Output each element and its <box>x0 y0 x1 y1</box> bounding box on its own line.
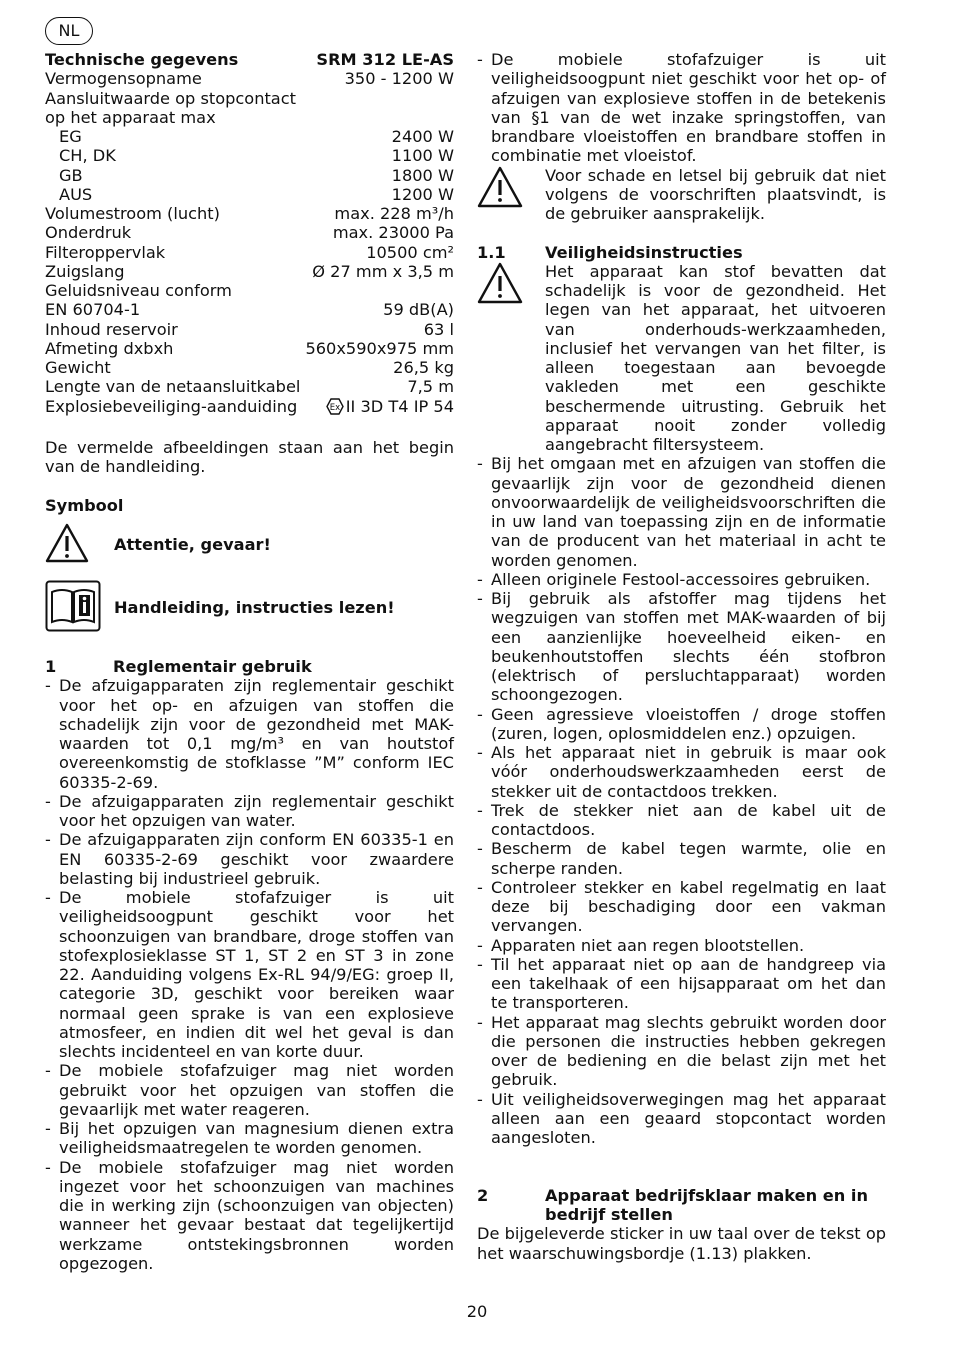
warning-triangle-icon <box>477 166 545 224</box>
list-item: - Als het apparaat niet in gebruik is maar ook vóór onderhoudswerkzaamheden eerst de stekker uit de contactdoos trekken. <box>477 743 886 801</box>
list-item-text: De afzuigapparaten zijn reglementair geschikt voor het opzuigen van water. <box>59 791 454 830</box>
spec-row <box>45 166 454 185</box>
symbol-warning-row <box>45 523 454 567</box>
list-item: - De mobiele stofafzuiger mag niet worden ingezet voor het schoonzuigen van machines die in werking zijn (schoonzuigen van objecten) wanneer het gevaar bestaat dat tegelijkertijd werkzame ontstekingsbronnen worden opgezogen. <box>45 1157 454 1273</box>
section-1-number: 1 <box>45 657 57 676</box>
list-item: - Bij gebruik als afstoffer mag tijdens het wegzuigen van stoffen met MAK-waarden of bij een aanzienlijke hoeveelheid eiken- en beukenhoutstoffen slechts één stofbron (elektrisch of persluchtapparaat) worden schoongezogen. <box>477 589 886 705</box>
spec-label: Geluidsniveau conform <box>45 281 232 300</box>
symbol-manual-row <box>45 581 454 635</box>
list-item: - De mobiele stofafzuiger is uit veiligheidsoogpunt niet geschikt voor het op- of afzuigen van explosieve stoffen in de betekenis van §1 van de wet inzake springstoffen, van brandbare vloeistoffen en brandbare stoffen in combinatie met vloeistof. <box>477 50 886 166</box>
list-item-text: Controleer stekker en kabel regelmatig en laat deze bij beschadiging door een vakman vervangen. <box>491 877 886 936</box>
list-item-text: Geen agressieve vloeistoffen / droge stoffen (zuren, logen, oplosmiddelen enz.) opzuigen. <box>491 704 886 743</box>
spec-value: 350 - 1200 W <box>344 69 454 89</box>
spec-value: 59 dB(A) <box>383 300 454 320</box>
spec-row <box>45 339 454 358</box>
list-item: - Controleer stekker en kabel regelmatig en laat deze bij beschadiging door een vakman vervangen. <box>477 877 886 936</box>
list-item: - Bescherm de kabel tegen warmte, olie en scherpe randen. <box>477 839 886 878</box>
list-item: - Bij het omgaan met en afzuigen van stoffen die gevaarlijk zijn voor de gezondheid dienen onvoorwaardelijk de veiligheidsvoorschriften die in uw land van toepassing zijn en de informatie van de producent van het materiaal in acht te worden genomen. <box>477 454 886 570</box>
spec-row <box>45 204 454 223</box>
list-item: - Til het apparaat niet op aan de handgreep via een takelhaak of een hijsapparaat om het dan te transporteren. <box>477 954 886 1013</box>
liability-note: Voor schade en letsel bij gebruik dat niet volgens de voorschriften plaatsvindt, is de gebruiker aansprakelijk. <box>545 165 886 223</box>
spec-row <box>45 320 454 339</box>
spec-label: Zuigslang <box>45 261 125 281</box>
dust-warning-text: Het apparaat kan stof bevatten dat schadelijk is voor de gezondheid. Het legen van het apparaat, het uitvoeren van onderhouds-werkzaamheden, inclusief het vervangen van het filter, is alleen toegestaan aan bevoegde vakleden met een geschikte beschermende uitrusting. Gebruik het apparaat nooit zonder volledig aangebracht filtersysteem. <box>545 261 886 454</box>
spec-row <box>45 108 454 127</box>
spec-label: op het apparaat max <box>45 107 216 127</box>
spec-label: AUS <box>59 184 93 204</box>
list-item: - De afzuigapparaten zijn reglementair geschikt voor het opzuigen van water. <box>45 791 454 830</box>
list-item-text: Bij het omgaan met en afzuigen van stoffen die gevaarlijk zijn voor de gezondheid dienen onvoorwaardelijk de veiligheidsvoorschriften die in uw land van toepassing zijn en de informatie van de producent van het materiaal in acht te worden genomen. <box>491 454 886 570</box>
page-number: 20 <box>466 1302 488 1321</box>
warning-triangle-icon <box>477 262 545 455</box>
spec-label: Filteroppervlak <box>45 242 166 262</box>
spec-label: EG <box>59 127 82 146</box>
spec-value <box>326 397 454 419</box>
safety-list <box>477 454 886 1147</box>
spec-value: 1100 W <box>391 146 454 166</box>
section-1-1-heading <box>477 243 886 262</box>
explosive-exclusion-item: De mobiele stofafzuiger is uit veiligheidsoogpunt niet geschikt voor het op- of afzuigen van explosieve stoffen in de betekenis van §1 van de wet inzake springstoffen, van brandbare vloeistoffen en brandbare stoffen in combinatie met vloeistof. <box>491 50 886 166</box>
symbol-heading: Symbool <box>45 495 124 515</box>
spec-row <box>45 358 454 377</box>
list-item: - Trek de stekker niet aan de kabel uit de contactdoos. <box>477 800 886 839</box>
spec-row <box>45 69 454 88</box>
liability-warning <box>477 166 886 224</box>
list-item: - De afzuigapparaten zijn conform EN 60335-1 en EN 60335-2-69 geschikt voor zwaardere belasting bij industrieel gebruik. <box>45 830 454 888</box>
spec-label: Aansluitwaarde op stopcontact <box>45 88 296 108</box>
spec-row <box>45 127 454 146</box>
list-item-text: Als het apparaat niet in gebruik is maar ook vóór onderhoudswerkzaamheden eerst de stekker uit de contactdoos trekken. <box>491 743 886 801</box>
section-2-heading <box>477 1186 886 1225</box>
left-column <box>45 50 454 1273</box>
list-item-text: Bij het opzuigen van magnesium dienen extra veiligheidsmaatregelen te worden genomen. <box>59 1119 454 1158</box>
list-item: - Geen agressieve vloeistoffen / droge stoffen (zuren, logen, oplosmiddelen enz.) opzuigen. <box>477 704 886 743</box>
list-item-text: Bescherm de kabel tegen warmte, olie en scherpe randen. <box>491 839 886 878</box>
list-item-text: Trek de stekker niet aan de kabel uit de contactdoos. <box>491 800 886 839</box>
spec-label: EN 60704-1 <box>45 300 141 320</box>
list-item: - Uit veiligheidsoverwegingen mag het apparaat alleen aan een geaard stopcontact worden aangesloten. <box>477 1089 886 1147</box>
spec-row <box>45 146 454 165</box>
spec-row <box>45 300 454 319</box>
spec-label: Volumestroom (lucht) <box>45 204 220 223</box>
list-item: - Alleen originele Festool-accessoires gebruiken. <box>477 570 886 589</box>
specs-title: Technische gegevens <box>45 50 239 69</box>
section-1-list <box>45 676 454 1273</box>
list-item-text: Alleen originele Festool-accessoires gebruiken. <box>491 569 871 589</box>
spec-label: Explosiebeveiliging-aanduiding <box>45 396 298 416</box>
warning-triangle-icon <box>45 523 103 567</box>
list-item: - Het apparaat mag slechts gebruikt worden door die personen die instructies hebben gekregen over de bediening en die belast zijn met het gebruik. <box>477 1012 886 1090</box>
list-item-text: De mobiele stofafzuiger mag niet worden gebruikt voor het opzuigen van stoffen die gevaarlijk met water reageren. <box>59 1061 454 1119</box>
spec-label: Gewicht <box>45 358 111 377</box>
spec-label: Inhoud reservoir <box>45 319 178 339</box>
spec-value-text: II 3D T4 IP 54 <box>345 396 454 416</box>
spec-value: 10500 cm² <box>366 242 454 262</box>
section-1-title: Reglementair gebruik <box>113 657 312 676</box>
manual-book-icon <box>45 580 103 636</box>
spec-label: CH, DK <box>59 146 116 166</box>
spec-value: max. 23000 Pa <box>332 223 454 243</box>
list-item: - De mobiele stofafzuiger is uit veiligheidsoogpunt geschikt voor het schoonzuigen van brandbare, droge stoffen van stofexplosieklasse ST 1, ST 2 en ST 3 in zone 22. Aanduiding volgens Ex-RL 94/9/EG: groep II, categorie 3D, geschikt voor bereiken waar normaal geen sprake is van een explosieve atmosfeer, en indien dit wel het geval is dan slechts incidenteel en van korte duur. <box>45 888 454 1061</box>
section-1-1-title: Veiligheidsinstructies <box>545 242 743 262</box>
section-2-text: De bijgeleverde sticker in uw taal over de tekst op het waarschuwingsbordje (1.13) plakken. <box>477 1224 886 1263</box>
language-badge <box>45 17 93 45</box>
spec-row <box>45 281 454 300</box>
language-badge-label: NL <box>58 21 80 41</box>
spec-row <box>45 262 454 281</box>
warning-symbol-label: Attentie, gevaar! <box>114 535 271 555</box>
list-item-text: Apparaten niet aan regen blootstellen. <box>491 935 805 955</box>
spec-value: 7,5 m <box>407 377 454 397</box>
section-1-1-number: 1.1 <box>477 242 506 262</box>
list-item-text: Bij gebruik als afstoffer mag tijdens het wegzuigen van stoffen met MAK-waarden of bij een aanzienlijke hoeveelheid eiken- en beukenhoutstoffen slechts één stofbron (elektrisch of persluchtapparaat) worden schoongezogen. <box>491 589 886 705</box>
specs-model: SRM 312 LE-AS <box>316 50 454 69</box>
spec-label: Lengte van de netaansluitkabel <box>45 377 301 397</box>
manual-symbol-label: Handleiding, instructies lezen! <box>114 598 395 618</box>
figures-note: De vermelde afbeeldingen staan aan het begin van de handleiding. <box>45 438 454 477</box>
section-1-heading <box>45 657 454 676</box>
list-item-text: De mobiele stofafzuiger mag niet worden ingezet voor het schoonzuigen van machines die in werking zijn (schoonzuigen van objecten) wanneer het gevaar bestaat dat tegelijkertijd werkzame ontstekingsbronnen worden opgezogen. <box>59 1157 454 1273</box>
svg-text:Ex: Ex <box>329 402 340 413</box>
list-item: - De mobiele stofafzuiger mag niet worden gebruikt voor het opzuigen van stoffen die gevaarlijk met water reageren. <box>45 1061 454 1119</box>
list-item-text: De afzuigapparaten zijn conform EN 60335-1 en EN 60335-2-69 geschikt voor zwaardere belasting bij industrieel gebruik. <box>59 830 454 888</box>
spec-value: Ø 27 mm x 3,5 m <box>312 261 454 281</box>
spec-row <box>45 377 454 396</box>
spec-label: Afmeting dxbxh <box>45 338 174 358</box>
spec-row <box>45 397 454 419</box>
list-item: - De afzuigapparaten zijn reglementair geschikt voor het op- en afzuigen van stoffen die schadelijk zijn voor de gezondheid met MAK-waarden tot 0,1 mg/m³ en van houtstof overeenkomstig de stofklasse ”M” conform IEC 60335-2-69. <box>45 676 454 792</box>
spec-value: 63 l <box>423 319 454 339</box>
specs-heading <box>45 50 454 69</box>
spec-row <box>45 185 454 204</box>
list-item-text: Uit veiligheidsoverwegingen mag het apparaat alleen aan een geaard stopcontact worden aangesloten. <box>491 1089 886 1147</box>
spec-row <box>45 89 454 108</box>
specs-table <box>45 69 454 419</box>
list-item-text: Het apparaat mag slechts gebruikt worden door die personen die instructies hebben gekregen over de bediening en die belast zijn met het gebruik. <box>491 1012 886 1090</box>
list-item-text: De mobiele stofafzuiger is uit veiligheidsoogpunt geschikt voor het schoonzuigen van brandbare, droge stoffen van stofexplosieklasse ST 1, ST 2 en ST 3 in zone 22. Aanduiding volgens Ex-RL 94/9/EG: groep II, categorie 3D, geschikt voor bereiken waar normaal geen sprake is van een explosieve atmosfeer, en indien dit wel het geval is dan slechts incidenteel en van korte duur. <box>59 888 454 1061</box>
list-item-text: De afzuigapparaten zijn reglementair geschikt voor het op- en afzuigen van stoffen die schadelijk zijn voor de gezondheid met MAK-waarden tot 0,1 mg/m³ en van houtstof overeenkomstig de stofklasse ”M” conform IEC 60335-2-69. <box>59 676 454 792</box>
list-item: - Apparaten niet aan regen blootstellen. <box>477 936 886 955</box>
right-column <box>477 50 886 1263</box>
spec-label: GB <box>59 165 83 185</box>
section-2-number: 2 <box>477 1185 489 1205</box>
ex-hexagon-icon <box>326 398 344 419</box>
spec-value: 1800 W <box>391 165 454 185</box>
spec-label: Onderdruk <box>45 223 132 243</box>
spec-value: 560x590x975 mm <box>305 338 454 358</box>
list-item: - Bij het opzuigen van magnesium dienen extra veiligheidsmaatregelen te worden genomen. <box>45 1119 454 1158</box>
list-item-text: Til het apparaat niet op aan de handgreep via een takelhaak of een hijsapparaat om het dan te transporteren. <box>491 954 886 1013</box>
spec-value: 2400 W <box>391 127 454 146</box>
dust-warning <box>477 262 886 455</box>
spec-value: 26,5 kg <box>393 358 454 377</box>
section-2-title: Apparaat bedrijfsklaar maken en in bedrijf stellen <box>545 1185 868 1224</box>
spec-value: 1200 W <box>391 184 454 204</box>
spec-row <box>45 243 454 262</box>
spec-value: max. 228 m³/h <box>334 204 454 223</box>
spec-row <box>45 223 454 242</box>
spec-label: Vermogensopname <box>45 69 202 89</box>
